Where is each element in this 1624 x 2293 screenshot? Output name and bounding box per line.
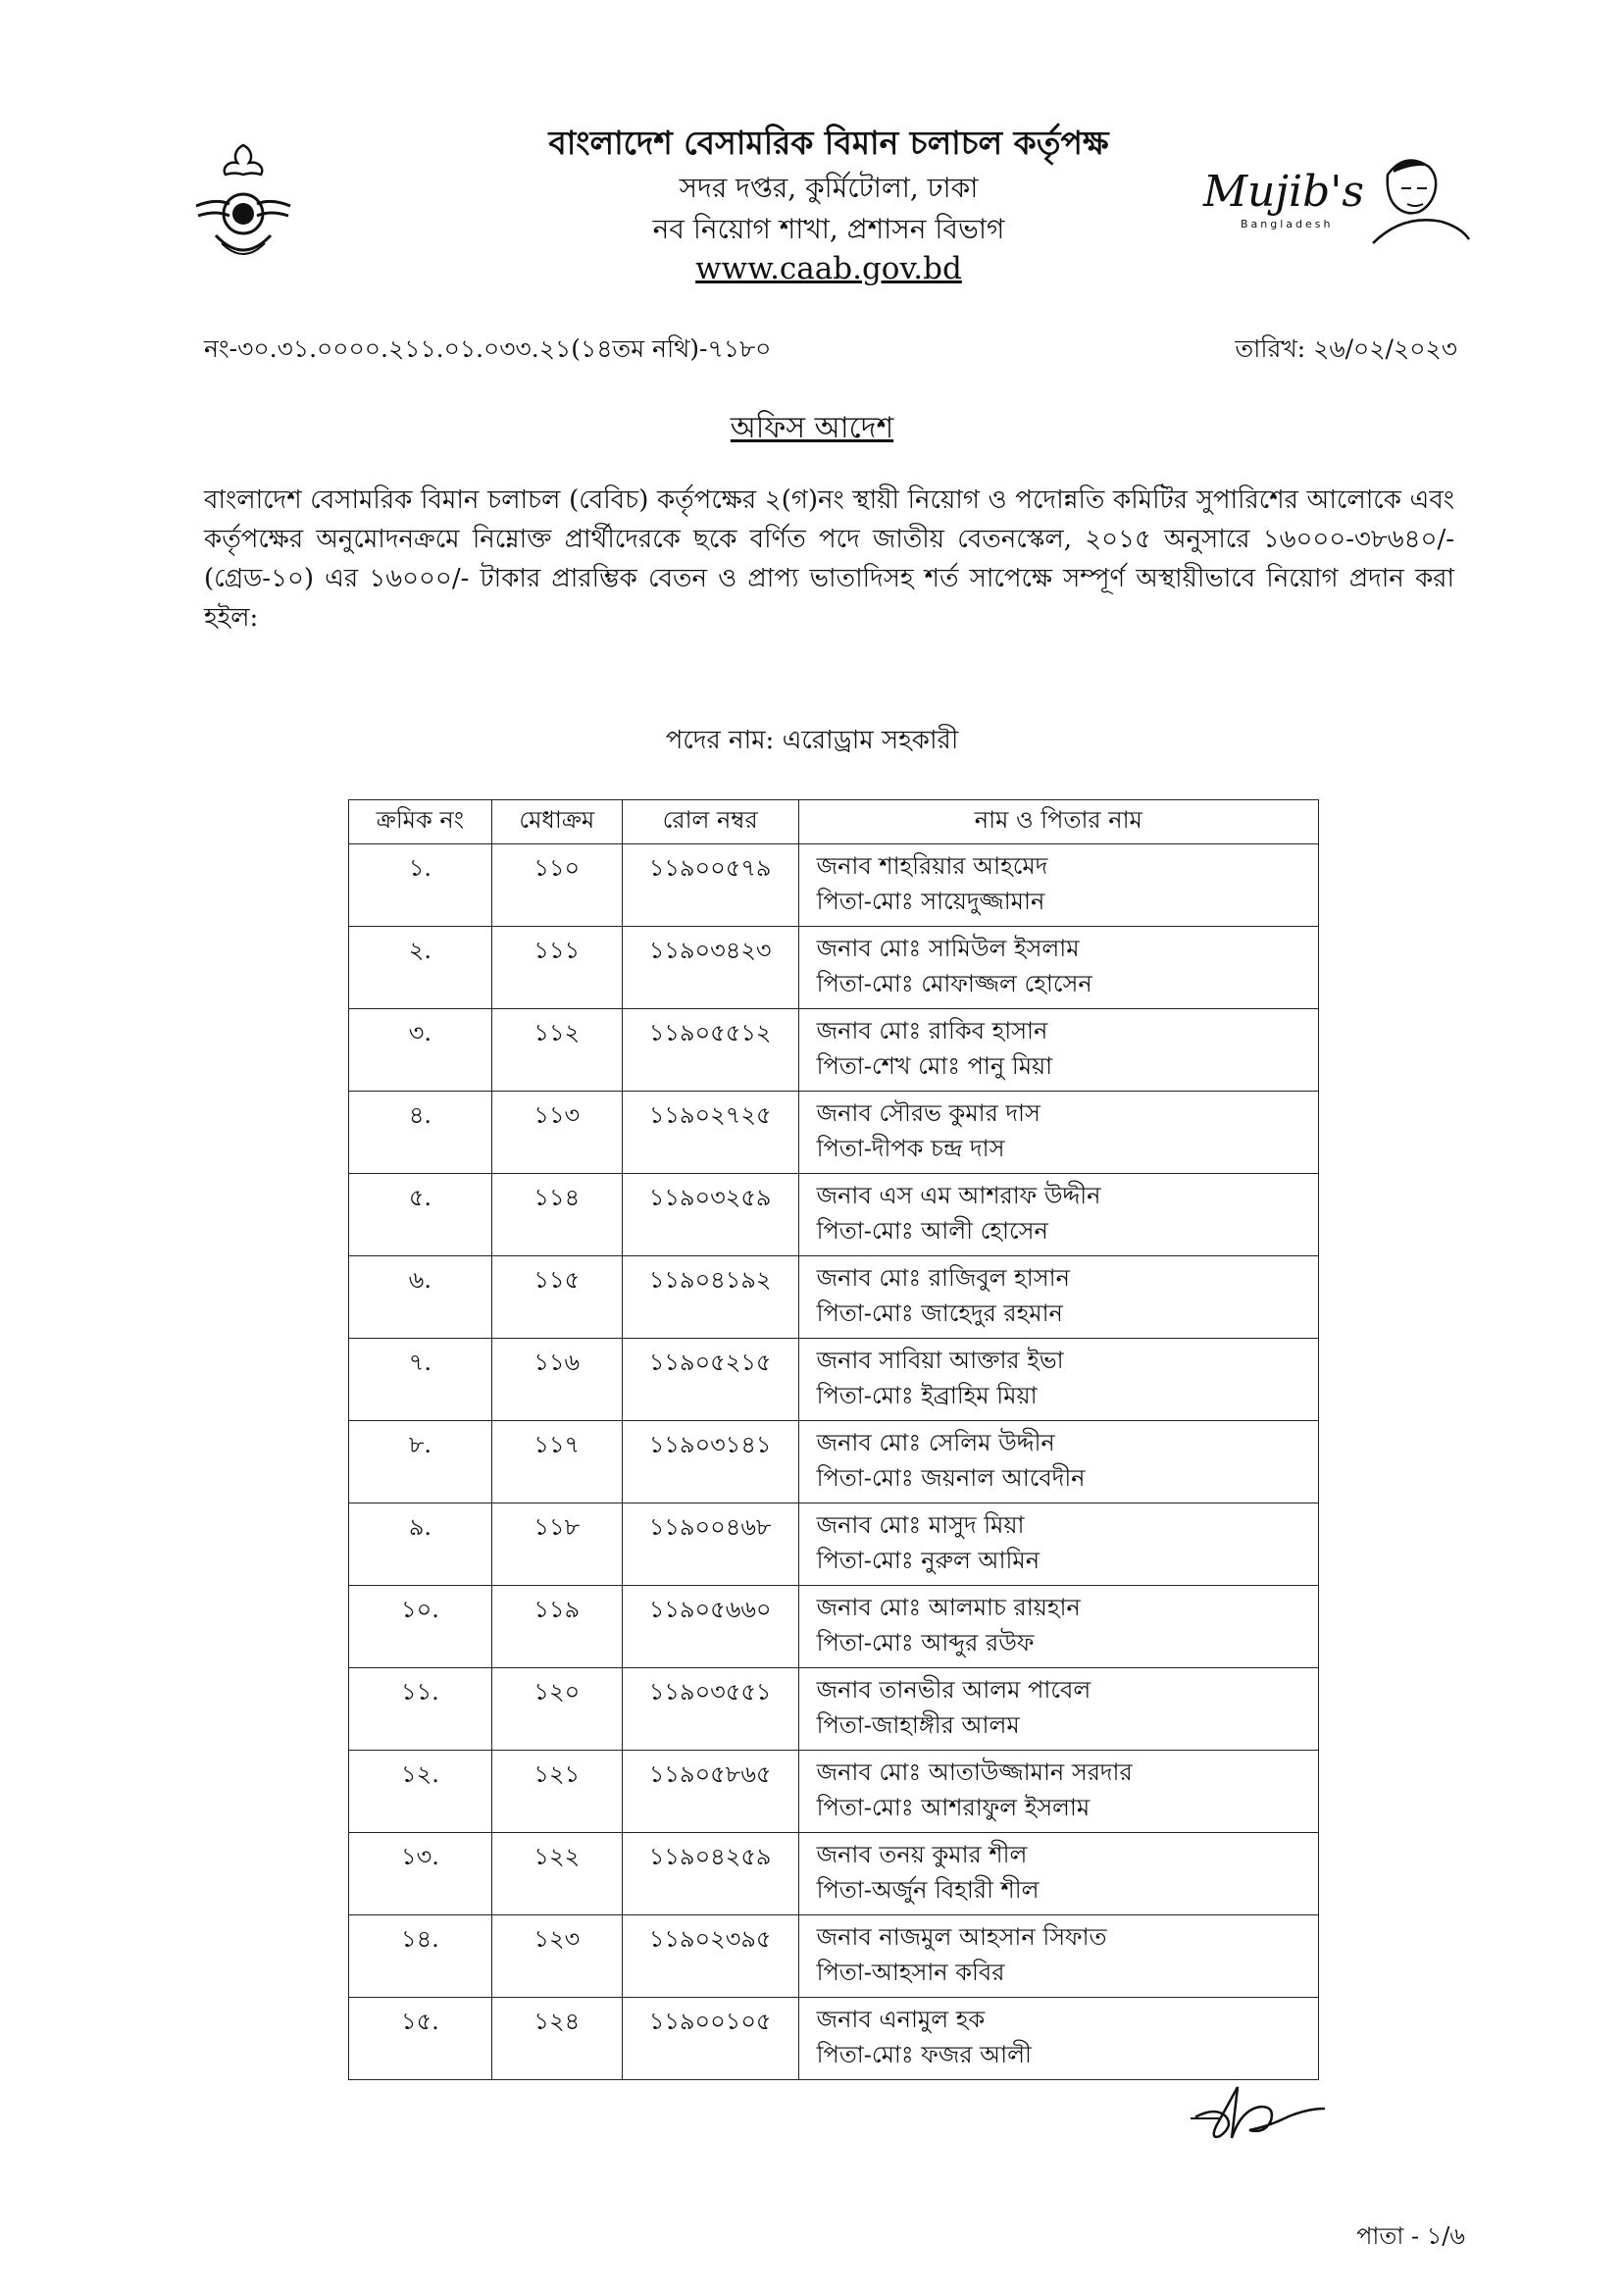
cell-serial: ১৩. xyxy=(349,1833,492,1915)
cell-merit: ১১৭ xyxy=(491,1421,622,1503)
cell-roll: ১১৯০৩৫৫১ xyxy=(622,1668,798,1751)
cell-merit: ১২২ xyxy=(491,1833,622,1915)
cell-roll: ১১৯০২৭২৫ xyxy=(622,1092,798,1174)
candidate-name: জনাব এস এম আশরাফ উদ্দীন xyxy=(816,1182,1101,1209)
cell-name xyxy=(798,1833,1318,1915)
table-row xyxy=(349,844,1319,927)
cell-roll: ১১৯০৩১৪১ xyxy=(622,1421,798,1503)
cell-serial: ১০. xyxy=(349,1586,492,1668)
table-row xyxy=(349,1833,1319,1915)
father-name: পিতা-মোঃ সায়েদুজ্জামান xyxy=(816,888,1045,915)
cell-name xyxy=(798,1586,1318,1668)
cell-merit: ১১৩ xyxy=(491,1092,622,1174)
candidate-name: জনাব মোঃ সেলিম উদ্দীন xyxy=(816,1429,1055,1456)
header-roll: রোল নম্বর xyxy=(622,800,798,844)
memo-date: তারিখ: ২৬/০২/২০২৩ xyxy=(1235,334,1457,363)
memo-number: নং-৩০.৩১.০০০০.২১১.০১.০৩৩.২১(১৪তম নথি)-৭১৮০ xyxy=(204,334,772,363)
website-link[interactable]: www.caab.gov.bd xyxy=(695,251,962,286)
candidate-name: জনাব মোঃ আলমাচ রায়হান xyxy=(816,1594,1081,1621)
cell-serial: ১. xyxy=(349,844,492,927)
table-row xyxy=(349,1009,1319,1092)
candidate-name: জনাব মোঃ সামিউল ইসলাম xyxy=(816,935,1080,962)
appointment-table xyxy=(348,799,1319,2080)
cell-merit: ১১২ xyxy=(491,1009,622,1092)
cell-roll: ১১৯০৪২৫৯ xyxy=(622,1833,798,1915)
table-row xyxy=(349,1751,1319,1833)
cell-serial: ৩. xyxy=(349,1009,492,1092)
candidate-name: জনাব নাজমুল আহসান সিফাত xyxy=(816,1923,1107,1951)
post-title: পদের নাম: এরোড্রাম সহকারী xyxy=(665,726,959,755)
body-paragraph: বাংলাদেশ বেসামরিক বিমান চলাচল (বেবিচ) কর্তৃপক্ষের ২(গ)নং স্থায়ী নিয়োগ ও পদোন্নতি কমিটির সুপারিশের আলোকে এবং কর্তৃপক্ষের অনুমোদনক্রমে নিম্নোক্ত প্রার্থীদেরকে ছকে বর্ণিত পদে জাতীয় বেতনস্কেল, ২০১৫ অনুসারে ১৬০০০-৩৮৬৪০/- (গ্রেড-১০) এর ১৬০০০/- টাকার প্রারম্ভিক বেতন ও প্রাপ্য ভাতাদিসহ শর্ত সাপেক্ষে সম্পূর্ণ অস্থায়ীভাবে নিয়োগ প্রদান করা হইল: xyxy=(204,485,1454,633)
table-header-row xyxy=(349,800,1319,844)
cell-name xyxy=(798,1998,1318,2080)
father-name: পিতা-মোঃ আব্দুর রউফ xyxy=(816,1629,1035,1656)
table-row xyxy=(349,1339,1319,1421)
cell-merit: ১২৪ xyxy=(491,1998,622,2080)
cell-name xyxy=(798,1668,1318,1751)
mujib-logo xyxy=(1201,145,1471,253)
cell-name xyxy=(798,1503,1318,1586)
header-serial: ক্রমিক নং xyxy=(349,800,492,844)
cell-name xyxy=(798,1092,1318,1174)
cell-merit: ১১৬ xyxy=(491,1339,622,1421)
cell-serial: ৫. xyxy=(349,1174,492,1256)
cell-roll: ১১৯০৩৪২৩ xyxy=(622,927,798,1009)
cell-name xyxy=(798,1915,1318,1998)
cell-serial: ১১. xyxy=(349,1668,492,1751)
cell-roll: ১১৯০৫৬৬০ xyxy=(622,1586,798,1668)
candidate-name: জনাব মোঃ মাসুদ মিয়া xyxy=(816,1511,1025,1539)
cell-roll: ১১৯০৫৮৬৫ xyxy=(622,1751,798,1833)
order-title: অফিস আদেশ xyxy=(730,411,894,445)
candidate-name: জনাব তানভীর আলম পাবেল xyxy=(816,1676,1091,1704)
father-name: পিতা-দীপক চন্দ্র দাস xyxy=(816,1135,1005,1162)
cell-name xyxy=(798,1751,1318,1833)
candidate-name: জনাব মোঃ রাজিবুল হাসান xyxy=(816,1264,1070,1292)
cell-name xyxy=(798,1339,1318,1421)
table-row xyxy=(349,1668,1319,1751)
cell-name xyxy=(798,1421,1318,1503)
cell-name xyxy=(798,1174,1318,1256)
father-name: পিতা-মোঃ আলী হোসেন xyxy=(816,1217,1048,1245)
cell-merit: ১১৮ xyxy=(491,1503,622,1586)
cell-serial: ১২. xyxy=(349,1751,492,1833)
cell-roll: ১১৯০২৩৯৫ xyxy=(622,1915,798,1998)
cell-name xyxy=(798,1256,1318,1339)
cell-roll: ১১৯০৫৫১২ xyxy=(622,1009,798,1092)
table-row xyxy=(349,1092,1319,1174)
cell-merit: ১১৫ xyxy=(491,1256,622,1339)
table-row xyxy=(349,927,1319,1009)
table-row xyxy=(349,1421,1319,1503)
cell-merit: ১২০ xyxy=(491,1668,622,1751)
father-name: পিতা-মোঃ মোফাজ্জল হোসেন xyxy=(816,970,1092,997)
father-name: পিতা-মোঃ জয়নাল আবেদীন xyxy=(816,1464,1086,1492)
candidate-name: জনাব মোঃ আতাউজ্জামান সরদার xyxy=(816,1758,1133,1786)
candidate-name: জনাব মোঃ রাকিব হাসান xyxy=(816,1017,1048,1045)
father-name: পিতা-শেখ মোঃ পানু মিয়া xyxy=(816,1052,1053,1080)
cell-name xyxy=(798,1009,1318,1092)
father-name: পিতা-মোঃ ইব্রাহিম মিয়া xyxy=(816,1382,1038,1409)
cell-roll: ১১৯০৪১৯২ xyxy=(622,1256,798,1339)
cell-name xyxy=(798,927,1318,1009)
table-row xyxy=(349,1174,1319,1256)
cell-serial: ৯. xyxy=(349,1503,492,1586)
branch-name: নব নিয়োগ শাখা, প্রশাসন বিভাগ xyxy=(652,213,1005,245)
cell-serial: ৬. xyxy=(349,1256,492,1339)
candidate-name: জনাব তনয় কুমার শীল xyxy=(816,1841,1028,1868)
cell-serial: ১৫. xyxy=(349,1998,492,2080)
page-number: পাতা - ১/৬ xyxy=(1356,2222,1465,2250)
father-name: পিতা-মোঃ জাহেদুর রহমান xyxy=(816,1299,1063,1327)
father-name: পিতা-মোঃ ফজর আলী xyxy=(816,2041,1032,2068)
cell-serial: ২. xyxy=(349,927,492,1009)
cell-merit: ১১০ xyxy=(491,844,622,927)
cell-serial: ১৪. xyxy=(349,1915,492,1998)
table-row xyxy=(349,1256,1319,1339)
cell-serial: ৭. xyxy=(349,1339,492,1421)
candidate-name: জনাব শাহরিয়ার আহমেদ xyxy=(816,852,1048,880)
father-name: পিতা-আহসান কবির xyxy=(816,1959,1005,1986)
candidate-name: জনাব সাবিয়া আক্তার ইভা xyxy=(816,1347,1064,1374)
candidate-name: জনাব সৌরভ কুমার দাস xyxy=(816,1099,1040,1127)
headquarters-address: সদর দপ্তর, কুর্মিটোলা, ঢাকা xyxy=(679,172,979,204)
mujib-logo-subtext: Bangladesh xyxy=(1241,218,1334,230)
table-row xyxy=(349,1586,1319,1668)
father-name: পিতা-জাহাঙ্গীর আলম xyxy=(816,1711,1020,1739)
cell-roll: ১১৯০০৫৭৯ xyxy=(622,844,798,927)
table-row xyxy=(349,1503,1319,1586)
header-name: নাম ও পিতার নাম xyxy=(798,800,1318,844)
cell-merit: ১২৩ xyxy=(491,1915,622,1998)
table-row xyxy=(349,1998,1319,2080)
cell-roll: ১১৯০০১০৫ xyxy=(622,1998,798,2080)
cell-name xyxy=(798,844,1318,927)
cell-roll: ১১৯০০৪৬৮ xyxy=(622,1503,798,1586)
cell-serial: ৮. xyxy=(349,1421,492,1503)
portrait-sketch-icon xyxy=(1373,161,1469,243)
father-name: পিতা-মোঃ নুরুল আমিন xyxy=(816,1547,1040,1574)
mujib-logo-text: Mujib's xyxy=(1203,167,1364,217)
header-merit: মেধাক্রম xyxy=(491,800,622,844)
father-name: পিতা-অর্জুন বিহারী শীল xyxy=(816,1876,1040,1904)
table-row xyxy=(349,1915,1319,1998)
cell-merit: ১১১ xyxy=(491,927,622,1009)
cell-merit: ১১৯ xyxy=(491,1586,622,1668)
candidate-name: জনাব এনামুল হক xyxy=(816,2006,986,2033)
table-body xyxy=(349,844,1319,2080)
org-name: বাংলাদেশ বেসামরিক বিমান চলাচল কর্তৃপক্ষ xyxy=(548,124,1109,162)
cell-roll: ১১৯০৩২৫৯ xyxy=(622,1174,798,1256)
caab-emblem-icon xyxy=(194,137,292,275)
father-name: পিতা-মোঃ আশরাফুল ইসলাম xyxy=(816,1794,1091,1821)
cell-roll: ১১৯০৫২১৫ xyxy=(622,1339,798,1421)
cell-merit: ১২১ xyxy=(491,1751,622,1833)
cell-merit: ১১৪ xyxy=(491,1174,622,1256)
signature-icon xyxy=(1187,2077,1363,2146)
cell-serial: ৪. xyxy=(349,1092,492,1174)
